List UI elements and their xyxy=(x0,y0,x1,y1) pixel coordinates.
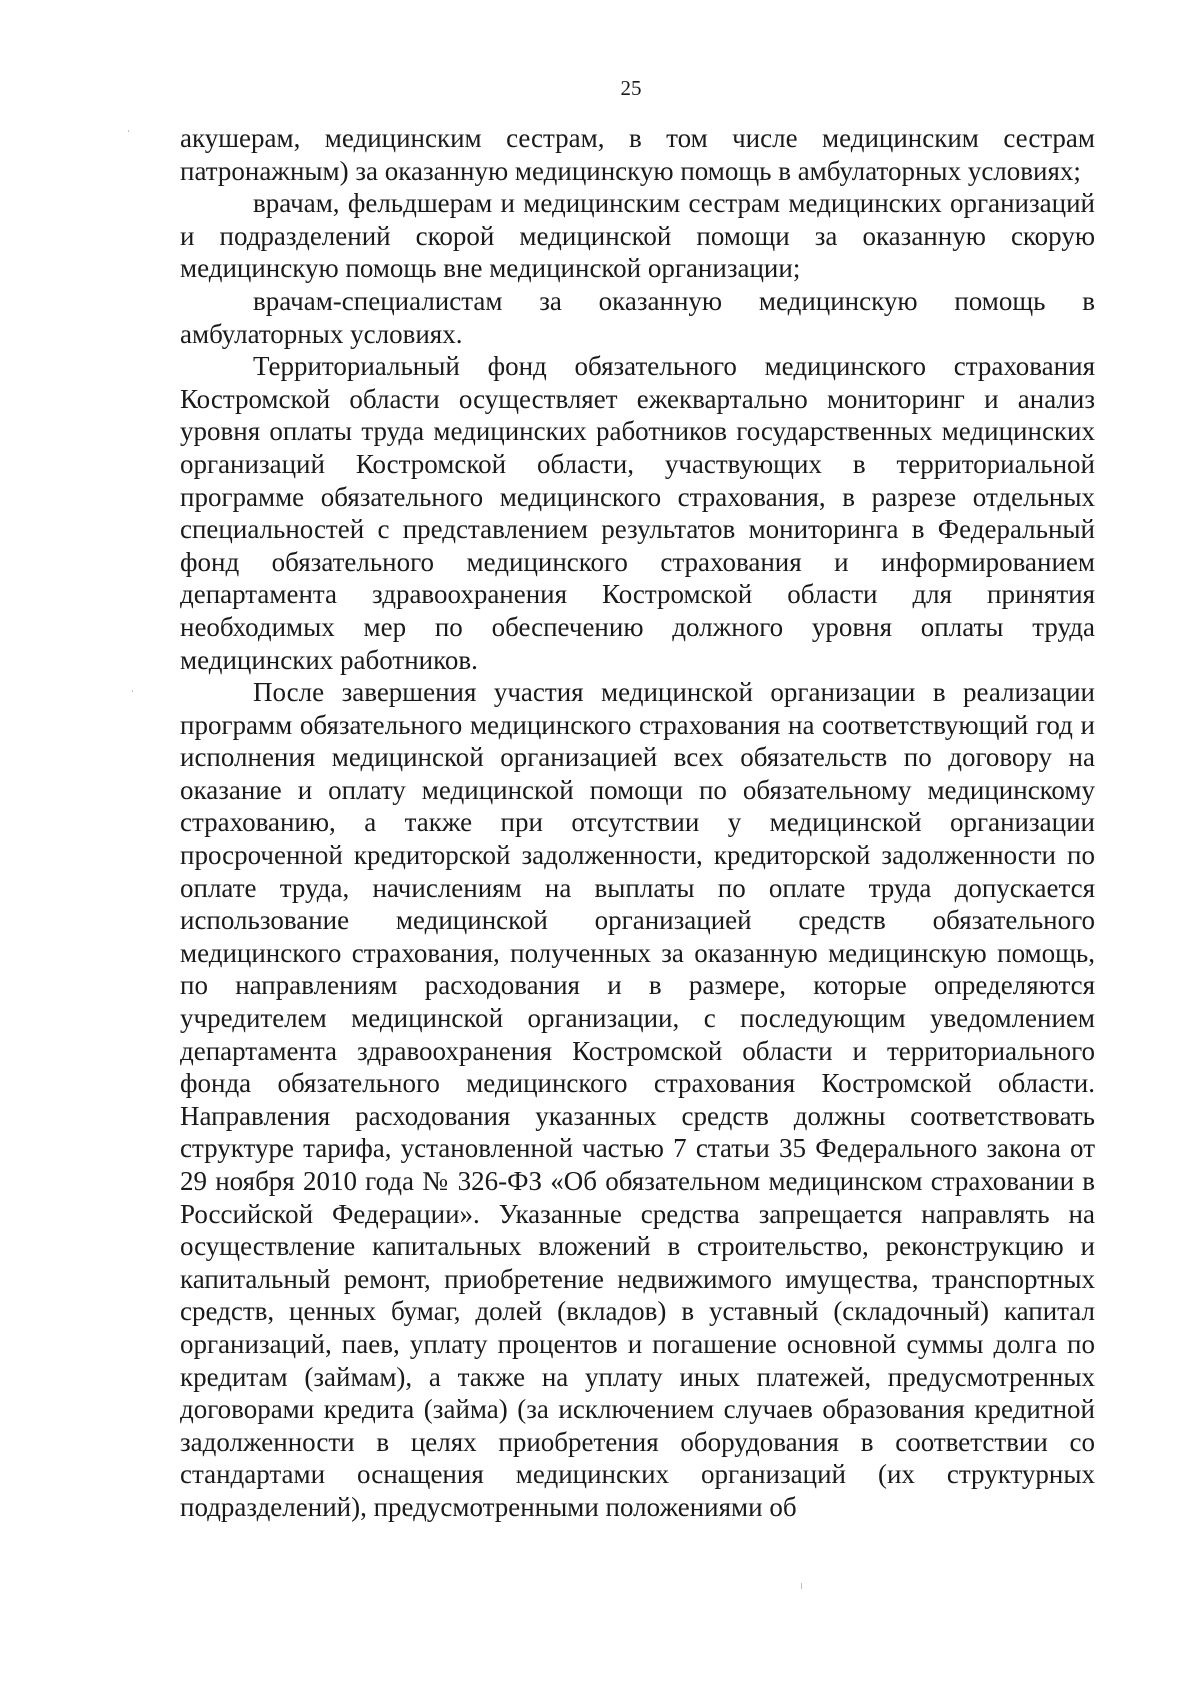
paragraph: врачам-специалистам за оказанную медицинскую помощь в амбулаторных условиях. xyxy=(180,285,1095,349)
paragraph: врачам, фельдшерам и медицинским сестрам медицинских организаций и подразделений скорой медицинской помощи за оказанную скорую медицинскую помощь вне медицинской организации; xyxy=(180,188,1095,284)
scan-speck xyxy=(128,130,129,132)
scan-speck xyxy=(801,1583,802,1589)
paragraph: Территориальный фонд обязательного медицинского страхования Костромской области осуществляет ежеквартально мониторинг и анализ уровня оплаты труда медицинских работников государственных медицинских организаций Костромской области, участвующих в территориальной программе обязательного медицинского страхования, в разрезе отдельных специальностей с представлением результатов мониторинга в Федеральный фонд обязательного медицинского страхования и информированием департамента здравоохранения Костромской области для принятия необходимых мер по обеспечению должного уровня оплаты труда медицинских работников. xyxy=(180,351,1095,675)
paragraph: После завершения участия медицинской организации в реализации программ обязательного медицинского страхования на соответствующий год и исполнения медицинской организацией всех обязательств по договору на оказание и оплату медицинской помощи по обязательному медицинскому страхованию, а также при отсутствии у медицинской организации просроченной кредиторской задолженности, кредиторской задолженности по оплате труда, начислениям на выплаты по оплате труда допускается использование медицинской организацией средств обязательного медицинского страхования, полученных за оказанную медицинскую помощь, по направлениям расходования и в размере, которые определяются учредителем медицинской организации, с последующим уведомлением департамента здравоохранения Костромской области и территориального фонда обязательного медицинского страхования Костромской области. Направления расходования указанных средств должны соответствовать структуре тарифа, установленной частью 7 статьи 35 Федерального закона от 29 ноября 2010 года № 326-ФЗ «Об обязательном медицинском страховании в Российской Федерации». Указанные средства запрещается направлять на осуществление капитальных вложений в строительство, реконструкцию и капитальный ремонт, приобретение недвижимого имущества, транспортных средств, ценных бумаг, долей (вкладов) в уставный (складочный) капитал организаций, паев, уплату процентов и погашение основной суммы долга по кредитам (займам), а также на уплату иных платежей, предусмотренных договорами кредита (займа) (за исключением случаев образования кредитной задолженности в целях приобретения оборудования в соответствии со стандартами оснащения медицинских организаций (их структурных подразделений), предусмотренными положениями об xyxy=(180,677,1095,1522)
scan-speck xyxy=(132,690,133,692)
paragraph: акушерам, медицинским сестрам, в том числе медицинским сестрам патронажным) за оказанную медицинскую помощь в амбулаторных условиях; xyxy=(180,123,1095,186)
body-text xyxy=(180,122,1095,1524)
page-number: 25 xyxy=(620,76,642,100)
